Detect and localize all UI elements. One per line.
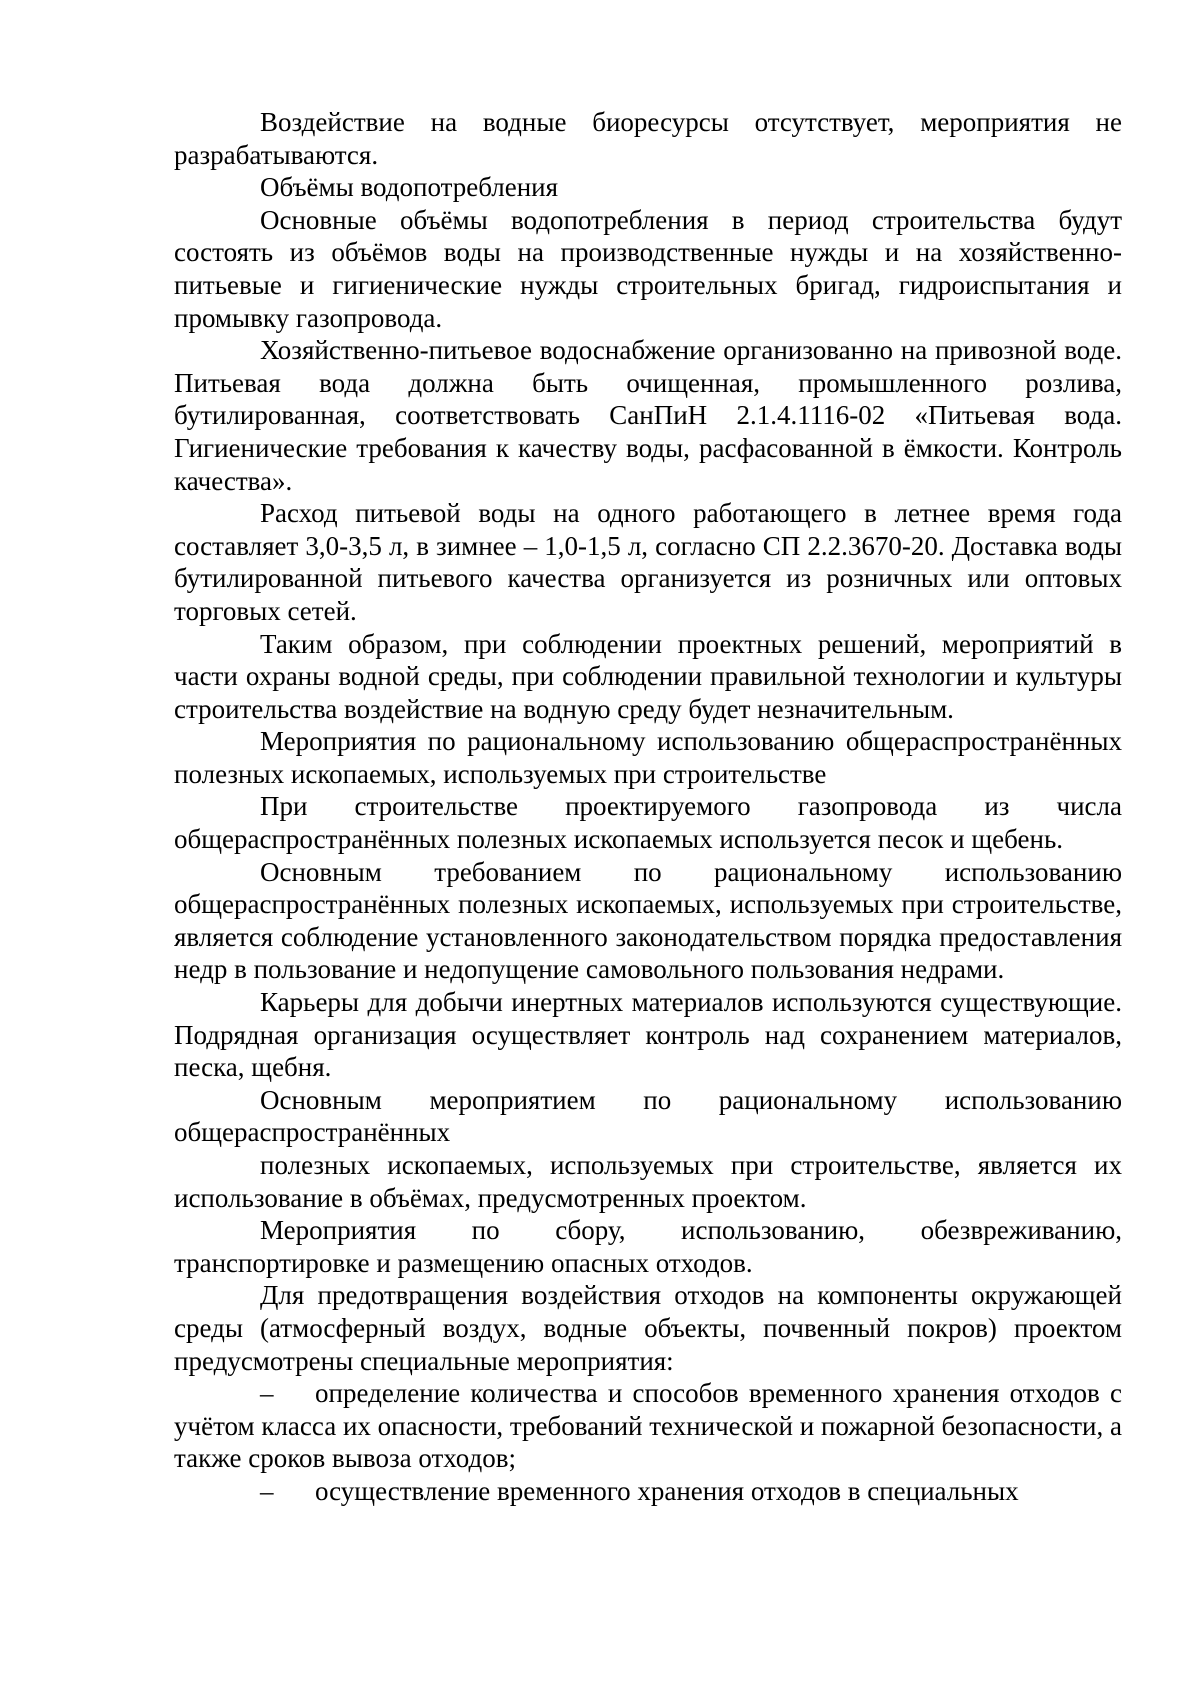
heading-hazardous-waste-measures: Мероприятия по сбору, использованию, обезвреживанию, транспортировке и размещению опасных отходов. — [174, 1215, 1122, 1278]
paragraph-bioresources: Воздействие на водные биоресурсы отсутствует, мероприятия не разрабатываются. — [174, 107, 1122, 170]
paragraph-drinking-water-supply: Хозяйственно-питьевое водоснабжение организованно на привозной воде. Питьевая вода должна быть очищенная, промышленного розлива, бутилированная, соответствовать СанПиН 2.1.4.1116-02 «Питьевая вода. Гигиенические требования к качеству воды, расфасованной в ёмкости. Контроль качества». — [174, 335, 1122, 496]
heading-water-consumption: Объёмы водопотребления — [260, 172, 559, 203]
paragraph-water-impact-conclusion: Таким образом, при соблюдении проектных решений, мероприятий в части охраны водной среды, при соблюдении правильной технологии и культуры строительства воздействие на водную среду будет незначительным. — [174, 628, 1122, 724]
paragraph-main-measure: Основным мероприятием по рациональному использованию общераспространённых — [174, 1084, 1122, 1148]
list-item-waste-storage-determination — [174, 1377, 1122, 1475]
document-page — [174, 106, 1122, 1508]
paragraph-waste-prevention: Для предотвращения воздействия отходов на компоненты окружающей среды (атмосферный воздух, водные объекты, почвенный покров) проектом предусмотрены специальные мероприятия: — [174, 1280, 1122, 1376]
paragraph-drinking-water-rate: Расход питьевой воды на одного работающего в летнее время года составляет 3,0-3,5 л, в зимнее – 1,0-1,5 л, согласно СП 2.2.3670-20. Доставка воды бутилированной питьевого качества организуется из розничных или оптовых торговых сетей. — [174, 498, 1122, 626]
list-item-text: осуществление временного хранения отходов в специальных — [315, 1475, 1019, 1506]
paragraph-sand-gravel: При строительстве проектируемого газопровода из числа общераспространённых полезных ископаемых используется песок и щебень. — [174, 791, 1122, 855]
dash-marker: – — [260, 1378, 274, 1409]
heading-minerals-measures: Мероприятия по рациональному использованию общераспространённых полезных ископаемых, используемых при строительстве — [174, 726, 1122, 789]
list-item-text: определение количества и способов временного хранения отходов с учётом класса их опасности, требований технической и пожарной безопасности, а также сроков вывоза отходов; — [174, 1378, 1122, 1474]
list-item-temporary-storage — [174, 1475, 1122, 1508]
paragraph-main-requirement: Основным требованием по рациональному использованию общераспространённых полезных ископаемых, используемых при строительстве, является соблюдение установленного законодательством порядка предоставления недр в пользование и недопущение самовольного пользования недрами. — [174, 856, 1122, 985]
dash-marker: – — [260, 1475, 274, 1506]
paragraph-quarries: Карьеры для добычи инертных материалов используются существующие. Подрядная организация осуществляет контроль над сохранением материалов, песка, щебня. — [174, 987, 1122, 1083]
paragraph-water-volumes: Основные объёмы водопотребления в период строительства будут состоять из объёмов воды на производственные нужды и на хозяйственно-питьевые и гигиенические нужды строительных бригад, гидроиспытания и промывку газопровода. — [174, 204, 1122, 333]
paragraph-main-measure-continued: полезных ископаемых, используемых при строительстве, является их использование в объёмах, предусмотренных проектом. — [174, 1150, 1122, 1213]
